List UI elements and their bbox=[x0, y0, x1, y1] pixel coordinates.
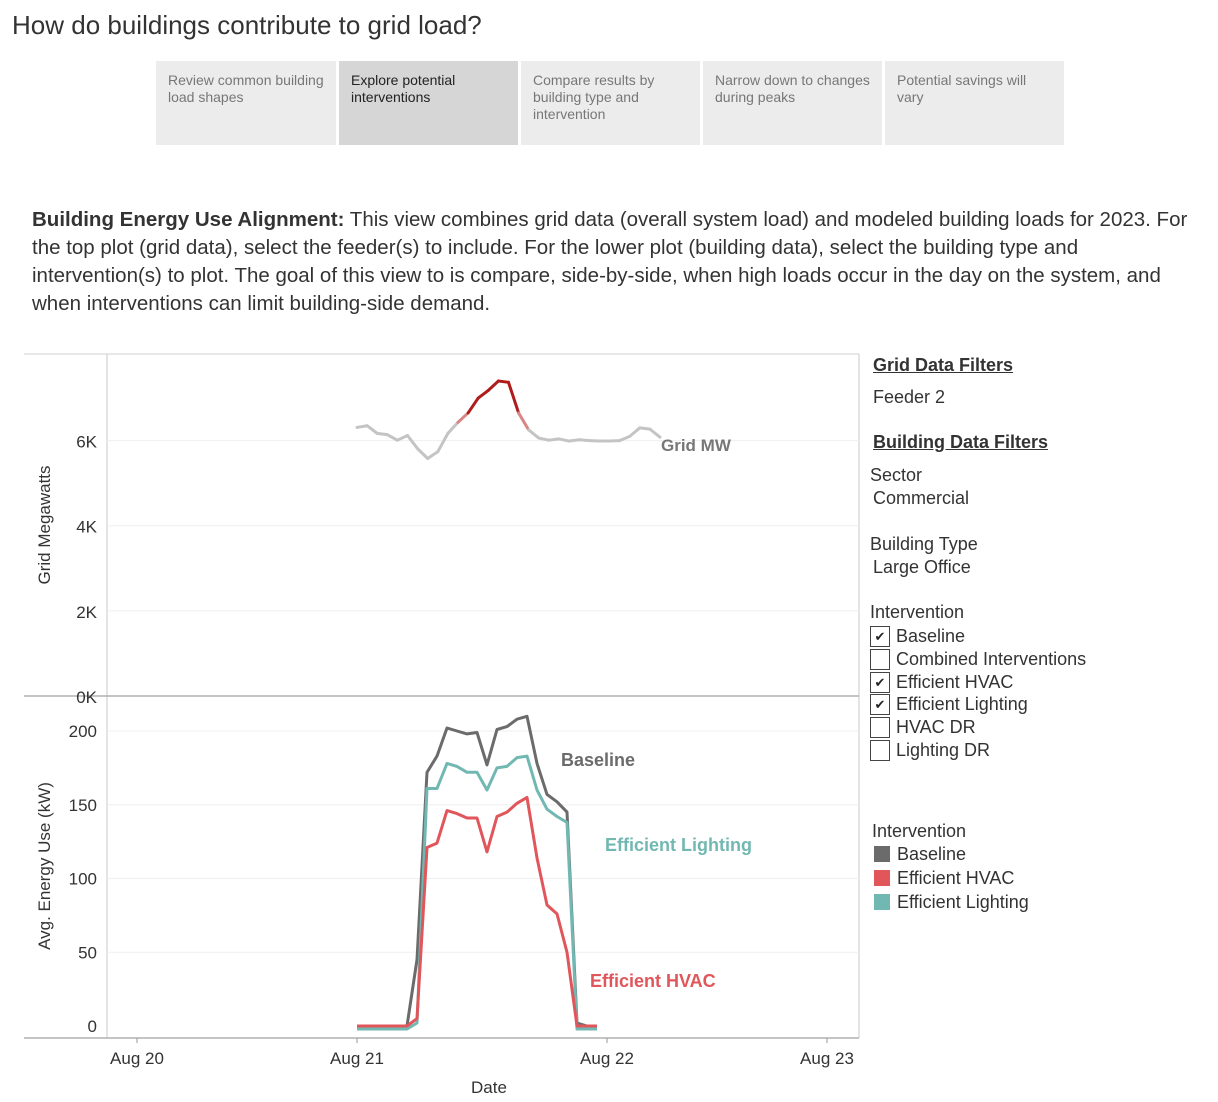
description-heading: Building Energy Use Alignment: bbox=[32, 208, 345, 231]
option-label: Lighting DR bbox=[896, 740, 991, 760]
energy-y-tick-label: 0 bbox=[87, 1017, 97, 1036]
legend-label: Efficient Lighting bbox=[897, 891, 1029, 912]
grid-y-tick-label: 0K bbox=[76, 688, 97, 707]
building-type-value[interactable]: Large Office bbox=[873, 557, 971, 577]
option-label: Efficient Lighting bbox=[896, 694, 1028, 714]
grid-mw-line-segment bbox=[620, 436, 630, 440]
energy-y-axis-title: Avg. Energy Use (kW) bbox=[35, 782, 54, 950]
grid-mw-line-segment bbox=[579, 440, 589, 441]
legend-swatch bbox=[874, 894, 890, 910]
view-description bbox=[32, 206, 1202, 318]
option-label: Efficient HVAC bbox=[896, 672, 1014, 692]
intervention-option-combined[interactable] bbox=[870, 648, 1086, 671]
legend-label: Efficient HVAC bbox=[897, 867, 1015, 888]
grid-mw-line-segment bbox=[357, 426, 367, 428]
grid-mw-line-segment bbox=[397, 436, 407, 441]
grid-mw-line-segment bbox=[428, 452, 438, 459]
building-filters-header: Building Data Filters bbox=[873, 432, 1049, 452]
intervention-filter-label: Intervention bbox=[870, 602, 965, 622]
grid-mw-line-segment bbox=[448, 422, 458, 433]
grid-mw-line-segment bbox=[367, 426, 377, 434]
grid-y-tick-label: 6K bbox=[76, 432, 97, 452]
legend-title: Intervention bbox=[872, 821, 967, 841]
grid-mw-line-segment bbox=[387, 435, 397, 441]
x-tick-label: Aug 20 bbox=[110, 1049, 164, 1068]
sector-label: Sector bbox=[870, 465, 923, 485]
series-line-efficient-hvac bbox=[357, 797, 597, 1026]
checkbox[interactable] bbox=[870, 717, 890, 738]
legend-label: Baseline bbox=[897, 843, 967, 864]
checkbox[interactable] bbox=[870, 740, 890, 761]
legend-swatch bbox=[874, 846, 890, 862]
grid-mw-line-segment bbox=[498, 381, 508, 382]
energy-y-tick-label: 200 bbox=[68, 722, 97, 741]
grid-y-tick-label: 2K bbox=[76, 602, 97, 622]
grid-mw-line-segment bbox=[377, 433, 387, 434]
series-label-efficient-hvac: Efficient HVAC bbox=[590, 971, 716, 991]
intervention-option-efficient-lighting[interactable] bbox=[870, 693, 1028, 716]
grid-mw-line-segment bbox=[458, 413, 468, 422]
x-axis-title: Date bbox=[471, 1078, 507, 1097]
grid-mw-line-segment bbox=[549, 439, 559, 440]
grid-mw-line-segment bbox=[408, 436, 418, 449]
grid-mw-line-segment bbox=[630, 428, 640, 437]
intervention-option-efficient-hvac[interactable] bbox=[870, 671, 1013, 694]
x-tick-label: Aug 22 bbox=[580, 1049, 634, 1068]
checkbox[interactable]: ✔ bbox=[870, 626, 890, 647]
option-label: Combined Interventions bbox=[896, 649, 1087, 669]
grid-mw-line-segment bbox=[650, 429, 660, 437]
story-steps bbox=[156, 61, 1064, 145]
checkbox[interactable]: ✔ bbox=[870, 694, 890, 715]
grid-y-axis-title: Grid Megawatts bbox=[35, 465, 54, 585]
grid-y-tick-label: 4K bbox=[76, 517, 97, 537]
checkbox[interactable]: ✔ bbox=[870, 672, 890, 693]
grid-mw-line-segment bbox=[468, 398, 478, 413]
grid-mw-line-segment bbox=[418, 449, 428, 459]
sector-value[interactable]: Commercial bbox=[873, 488, 970, 508]
legend-item-efficient-lighting bbox=[874, 890, 1029, 914]
x-tick-label: Aug 23 bbox=[800, 1049, 854, 1068]
energy-y-tick-label: 150 bbox=[68, 795, 97, 815]
description-text: This view combines grid data (overall system load) and modeled building loads for 2023. For the top plot (grid data), select the feeder(s) to include. For the lower plot (building data), select the building type and intervention(s) to plot. The goal of this view to is compare, side-by-side, when high loads occur in the day on the system, and when interventions can limit building-side demand. bbox=[32, 208, 1188, 315]
grid-mw-line-segment bbox=[559, 439, 569, 441]
step-potential-savings[interactable]: Potential savings will vary bbox=[885, 61, 1064, 145]
option-label: Baseline bbox=[896, 626, 966, 646]
grid-mw-line-segment bbox=[509, 382, 519, 413]
feeder-filter-value[interactable]: Feeder 2 bbox=[873, 387, 946, 407]
grid-mw-line-segment bbox=[519, 413, 529, 430]
energy-y-tick-label: 50 bbox=[78, 943, 97, 963]
grid-mw-line-segment bbox=[529, 430, 539, 438]
page-title: How do buildings contribute to grid load? bbox=[12, 10, 482, 40]
grid-mw-line-segment bbox=[539, 438, 549, 440]
intervention-option-baseline[interactable] bbox=[870, 625, 965, 648]
energy-y-tick-label: 100 bbox=[68, 869, 97, 889]
grid-mw-line-segment bbox=[640, 428, 650, 429]
grid-mw-series-label: Grid MW bbox=[661, 436, 731, 455]
step-review-load-shapes[interactable]: Review common building load shapes bbox=[156, 61, 336, 145]
grid-mw-line-segment bbox=[438, 433, 448, 451]
intervention-option-hvac-dr[interactable] bbox=[870, 716, 976, 739]
series-label-efficient-lighting: Efficient Lighting bbox=[605, 835, 752, 855]
step-compare-results[interactable]: Compare results by building type and intervention bbox=[521, 61, 700, 145]
energy-charts bbox=[0, 340, 862, 1102]
checkbox[interactable] bbox=[870, 649, 890, 670]
step-narrow-peaks[interactable]: Narrow down to changes during peaks bbox=[703, 61, 882, 145]
legend-item-efficient-hvac bbox=[874, 866, 1014, 890]
series-label-baseline: Baseline bbox=[561, 750, 636, 770]
grid-filters-header: Grid Data Filters bbox=[873, 355, 1014, 375]
grid-mw-line-segment bbox=[478, 390, 488, 398]
legend-item-baseline bbox=[874, 842, 966, 866]
x-tick-label: Aug 21 bbox=[330, 1049, 384, 1068]
intervention-option-lighting-dr[interactable] bbox=[870, 739, 990, 762]
building-type-label: Building Type bbox=[870, 534, 978, 554]
grid-mw-line-segment bbox=[488, 381, 498, 390]
legend-swatch bbox=[874, 870, 890, 886]
option-label: HVAC DR bbox=[896, 717, 976, 737]
grid-mw-line-segment bbox=[569, 440, 579, 441]
step-explore-interventions[interactable]: Explore potential interventions bbox=[339, 61, 518, 145]
series-line-efficient-lighting bbox=[357, 756, 597, 1029]
